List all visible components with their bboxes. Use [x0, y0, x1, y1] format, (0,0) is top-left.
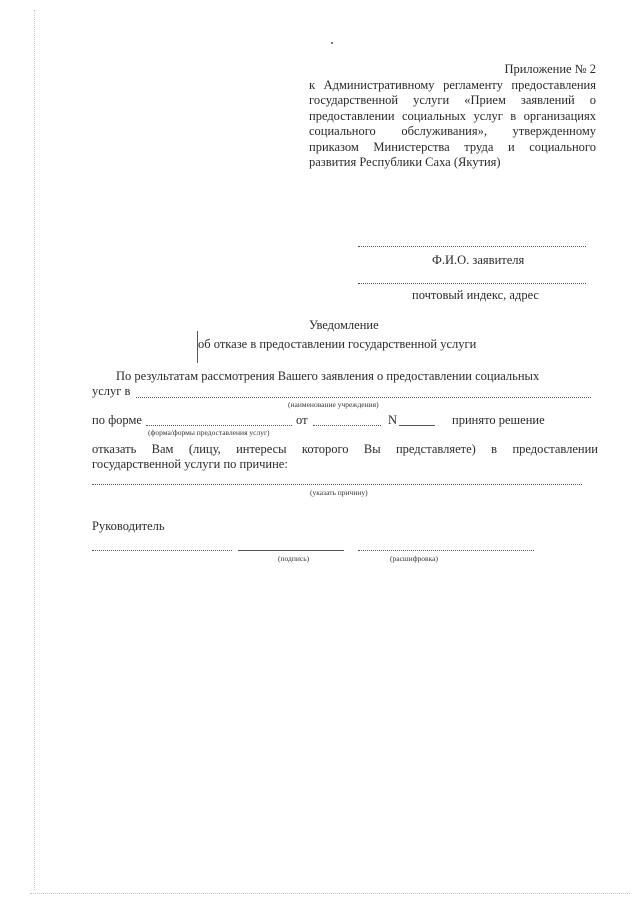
signer-role: Руководитель	[92, 519, 165, 533]
intro-line: По результатам рассмотрения Вашего заявления о предоставлении социальных	[116, 369, 540, 383]
appendix-line: предоставлении социальных услуг в организациях	[309, 108, 596, 123]
notice-heading: Уведомление	[309, 318, 379, 332]
form-line	[146, 425, 292, 426]
services-in-label: услуг в	[92, 384, 131, 398]
form-caption: (форма/формы предоставления услуг)	[148, 428, 270, 437]
applicant-name-line	[358, 246, 586, 247]
notice-subheading: об отказе в предоставлении государственной услуги	[198, 337, 477, 351]
scan-speck	[331, 42, 333, 44]
reason-caption: (указать причину)	[310, 488, 368, 497]
applicant-address-label: почтовый индекс, адрес	[412, 288, 539, 302]
applicant-name-label: Ф.И.О. заявителя	[432, 253, 525, 267]
date-label: от	[296, 413, 308, 427]
appendix-line: социального обслуживания», утвержденному	[309, 124, 596, 138]
appendix-block	[309, 62, 596, 171]
appendix-line: государственной услуги «Прием заявлений о	[309, 93, 596, 107]
scan-edge-left	[34, 10, 36, 890]
refusal-paragraph	[92, 442, 598, 472]
signature-line	[238, 550, 344, 551]
institution-caption: (наименование учреждения)	[288, 400, 379, 409]
form-label: по форме	[92, 413, 142, 427]
refusal-line: отказать Вам (лицу, интересы которого Вы представляете) в предоставлении	[92, 442, 598, 456]
institution-line	[136, 397, 591, 398]
date-line	[313, 425, 381, 426]
intro-paragraph	[92, 369, 598, 384]
appendix-line: к Административному регламенту предоставления	[309, 77, 596, 92]
decision-text: принято решение	[452, 413, 545, 427]
appendix-line: развития Республики Саха (Якутия)	[309, 155, 501, 169]
appendix-line: приказом Министерства труда и социального	[309, 139, 596, 154]
refusal-line: государственной услуги по причине:	[92, 457, 288, 471]
decode-line	[358, 550, 534, 551]
signer-position-line	[92, 550, 232, 551]
appendix-title: Приложение № 2	[504, 62, 596, 76]
decode-caption: (расшифровка)	[390, 554, 438, 563]
signature-caption: (подпись)	[278, 554, 310, 563]
number-line	[399, 425, 435, 426]
number-label: N	[388, 413, 398, 427]
reason-line	[92, 484, 582, 485]
applicant-address-line	[358, 283, 586, 284]
scan-edge-bottom	[30, 893, 630, 895]
